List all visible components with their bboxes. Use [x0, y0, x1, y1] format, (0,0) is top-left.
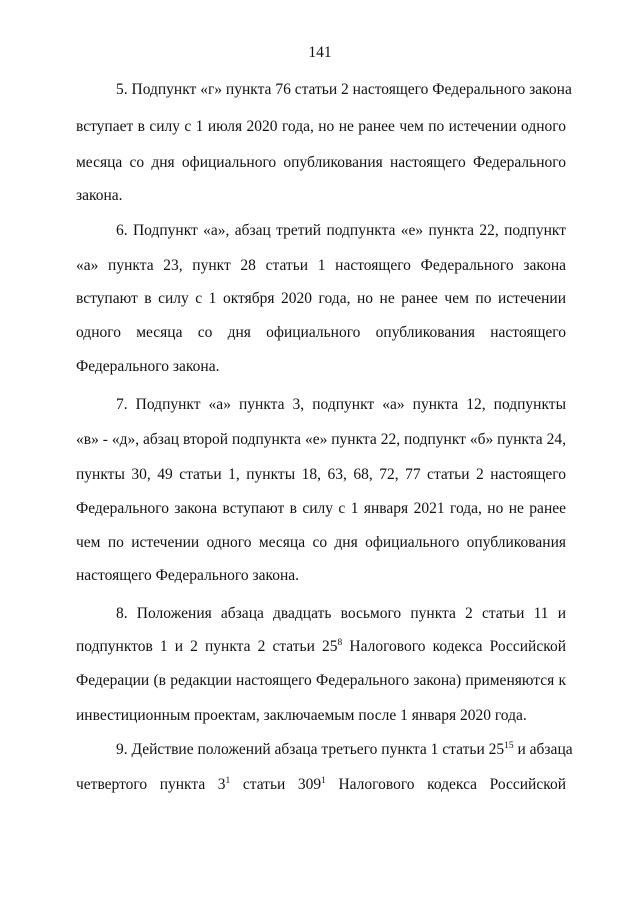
superscript-article-25-15: 15	[504, 741, 514, 751]
paragraph-7-line-6: настоящего Федерального закона.	[76, 567, 300, 584]
paragraph-6-line-5: Федерального закона.	[76, 358, 220, 375]
paragraph-6-line-2: «а» пункта 23, пункт 28 статьи 1 настоящего Федерального закона	[76, 257, 566, 274]
paragraph-9-line-2-text-b: статьи 309	[230, 776, 322, 793]
paragraph-8-line-1: 8. Положения абзаца двадцать восьмого пункта 2 статьи 11 и	[116, 605, 566, 622]
paragraph-7-line-4: Федерального закона вступают в силу с 1 января 2021 года, но не ранее	[76, 500, 566, 517]
paragraph-8-line-2-text-a: подпунктов 1 и 2 пункта 2 статьи 25	[76, 638, 338, 655]
paragraph-8-line-4: инвестиционным проектам, заключаемым после 1 января 2020 года.	[76, 707, 527, 724]
page-number: 141	[308, 44, 332, 61]
paragraph-7-line-3: пункты 30, 49 статьи 1, пункты 18, 63, 68, 72, 77 статьи 2 настоящего	[76, 466, 566, 483]
paragraph-9-line-1-text-a: 9. Действие положений абзаца третьего пункта 1 статьи 25	[116, 741, 505, 758]
paragraph-9-line-2	[76, 775, 566, 795]
paragraph-9-line-2-text-c: Налогового кодекса Российской	[325, 776, 566, 793]
superscript-article-309: 1	[321, 776, 326, 786]
paragraph-6-line-1: 6. Подпункт «а», абзац третий подпункта «е» пункта 22, подпункт	[116, 222, 566, 239]
paragraph-5-line-3: месяца со дня официального опубликования настоящего Федерального	[76, 154, 566, 171]
paragraph-8-line-2	[76, 637, 566, 657]
superscript-point-3: 1	[225, 776, 231, 786]
paragraph-9-line-1	[116, 740, 573, 760]
paragraph-7-line-2: «в» - «д», абзац второй подпункта «е» пункта 22, подпункт «б» пункта 24,	[76, 431, 566, 448]
paragraph-6-line-4: одного месяца со дня официального опубликования настоящего	[76, 324, 566, 341]
paragraph-7-line-5: чем по истечении одного месяца со дня официального опубликования	[76, 534, 566, 551]
paragraph-6-line-3: вступают в силу с 1 октября 2020 года, но не ранее чем по истечении	[76, 290, 566, 307]
paragraph-8-line-3: Федерации (в редакции настоящего Федерального закона) применяются к	[76, 672, 566, 689]
paragraph-9-line-2-text-a: четвертого пункта 3	[76, 776, 226, 793]
superscript-article-25: 8	[337, 638, 343, 648]
paragraph-5-line-1: 5. Подпункт «г» пункта 76 статьи 2 настоящего Федерального закона	[116, 81, 572, 98]
paragraph-5-line-2: вступает в силу с 1 июля 2020 года, но не ранее чем по истечении одного	[76, 118, 566, 135]
paragraph-9-line-1-text-b: и абзаца	[513, 741, 573, 758]
paragraph-7-line-1: 7. Подпункт «а» пункта 3, подпункт «а» пункта 12, подпункты	[116, 396, 566, 413]
paragraph-5-line-4: закона.	[76, 187, 123, 204]
paragraph-8-line-2-text-b: Налогового кодекса Российской	[342, 638, 566, 655]
